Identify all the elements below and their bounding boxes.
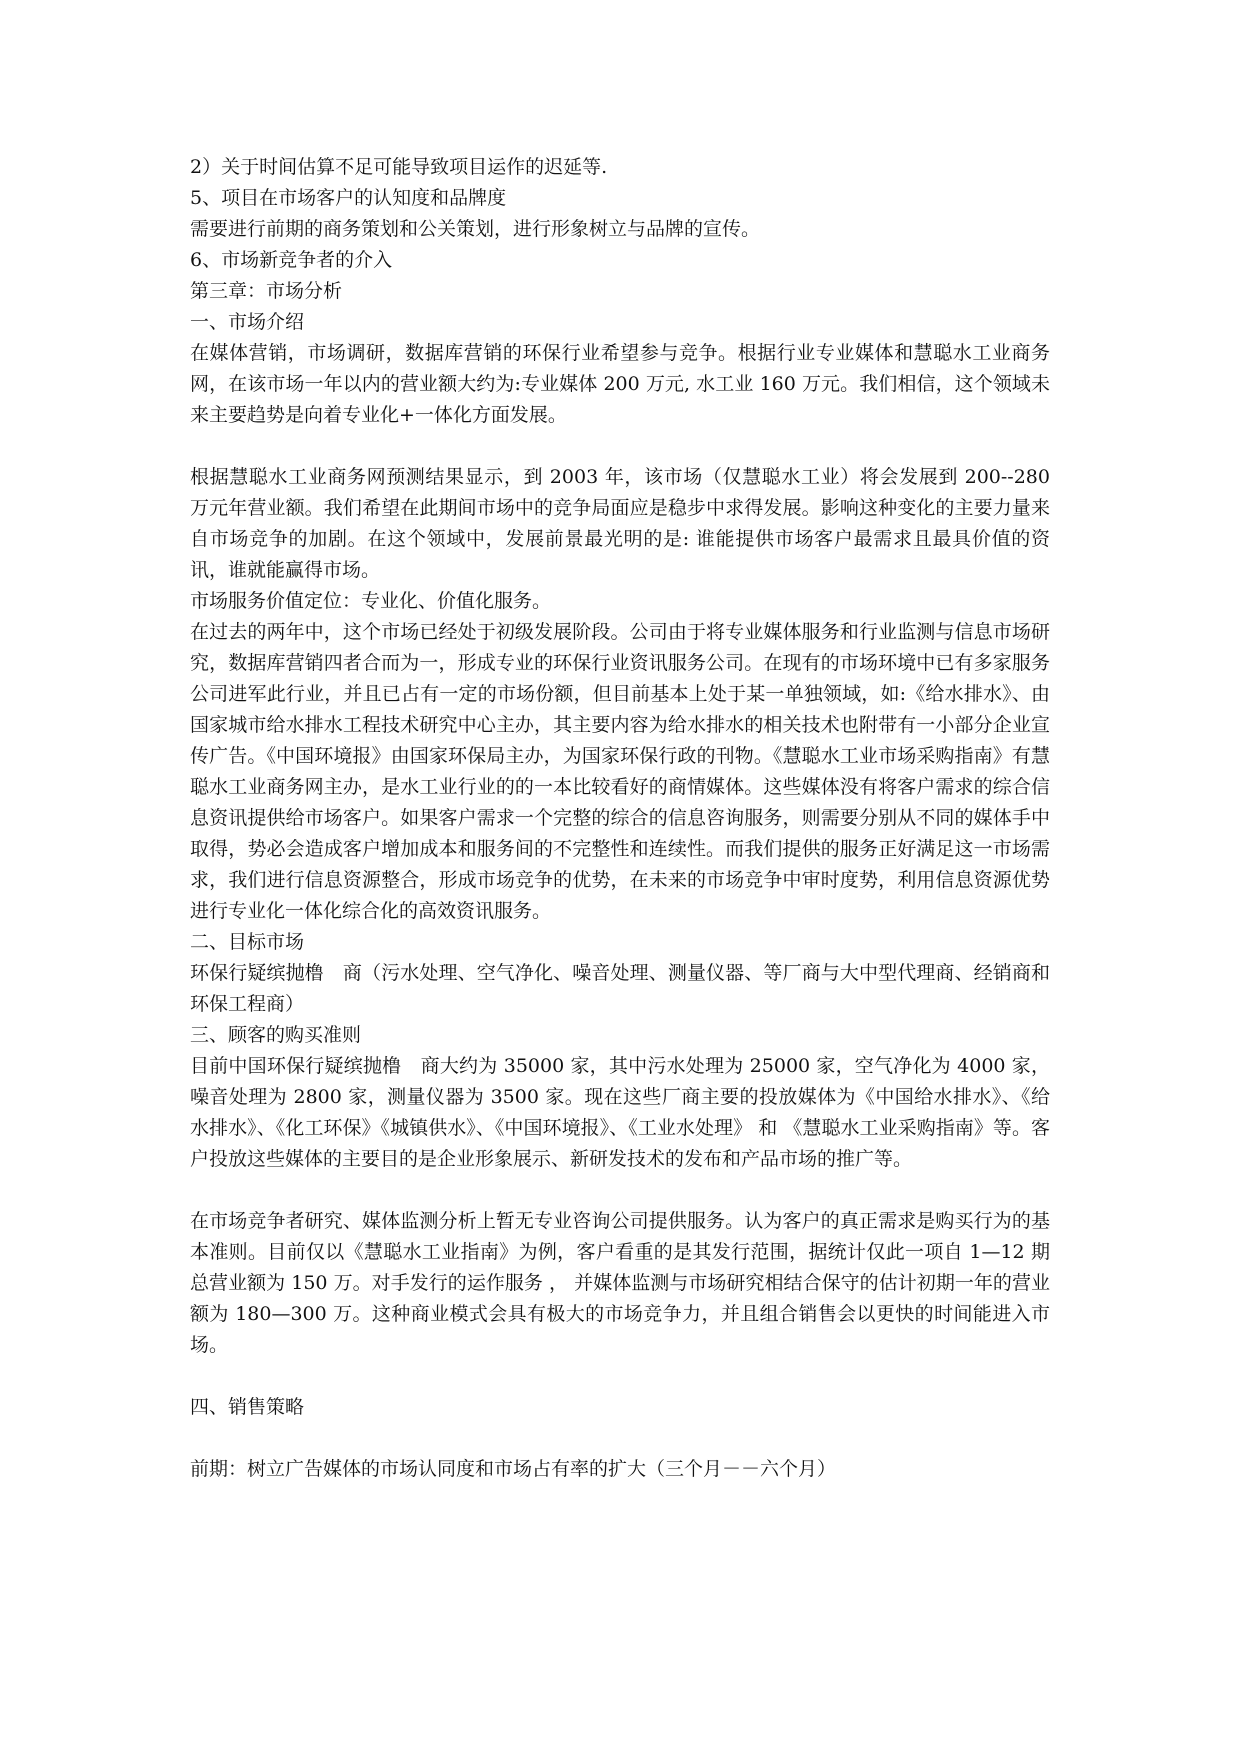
blank-line [190, 431, 1050, 462]
section-title-sales-strategy: 四、销售策略 [190, 1396, 305, 1418]
heading-brand-awareness: 5、项目在市场客户的认知度和品牌度 [190, 187, 507, 209]
blank-line [190, 1361, 1050, 1392]
paragraph-competition: 在市场竞争者研究、媒体监测分析上暂无专业咨询公司提供服务。认为客户的真正需求是购买行为的基本准则。目前仅以《慧聪水工业指南》为例，客户看重的是其发行范围，据统计仅此一项自 1—12 期总营业额为 150 万。对手发行的运作服务 ， 并媒体监测与市场研究相结合保守的估计初期一年的营业额为 180—300 万。这种商业模式会具有极大的市场竞争力，并且组合销售会以更快的时间能进入市场。 [190, 1210, 1050, 1356]
paragraph-market-intro: 在媒体营销，市场调研，数据库营销的环保行业希望参与竞争。根据行业专业媒体和慧聪水工业商务网，在该市场一年以内的营业额大约为:专业媒体 200 万元, 水工业 160 万元。我们相信，这个领域未来主要趋势是向着专业化+一体化方面发展。 [190, 342, 1050, 426]
blank-line [190, 1175, 1050, 1206]
document-page [190, 152, 1050, 1485]
heading-new-competitors: 6、市场新竞争者的介入 [190, 249, 393, 271]
section-title-market-intro: 一、市场介绍 [190, 311, 305, 333]
blank-line [190, 1423, 1050, 1454]
text-line-time-estimate: 2）关于时间估算不足可能导致项目运作的迟延等. [190, 156, 608, 178]
text-line-early-phase: 前期：树立广告媒体的市场认同度和市场占有率的扩大（三个月－－六个月） [190, 1458, 837, 1480]
paragraph-vendors: 目前中国环保行疑缤抛橹 商大约为 35000 家，其中污水处理为 25000 家，空气净化为 4000 家，噪音处理为 2800 家，测量仪器为 3500 家。现在这些厂商主要的投放媒体为《中国给水排水》、《给水排水》、《化工环保》《城镇供水》、《中国环境报》、《工业水处理》 和 《慧聪水工业采购指南》等。客户投放这些媒体的主要目的是企业形象展示、新研发技术的发布和产品市场的推广等。 [190, 1055, 1050, 1170]
text-line-value-positioning: 市场服务价值定位：专业化、价值化服务。 [190, 590, 552, 612]
chapter-title: 第三章：市场分析 [190, 280, 343, 302]
paragraph-market-history: 在过去的两年中，这个市场已经处于初级发展阶段。公司由于将专业媒体服务和行业监测与信息市场研究，数据库营销四者合而为一，形成专业的环保行业资讯服务公司。在现有的市场环境中已有多家服务公司进军此行业，并且已占有一定的市场份额，但目前基本上处于某一单独领域，如:《给水排水》、由国家城市给水排水工程技术研究中心主办，其主要内容为给水排水的相关技术也附带有一小部分企业宣传广告。《中国环境报》由国家环保局主办，为国家环保行政的刊物。《慧聪水工业市场采购指南》有慧聪水工业商务网主办，是水工业行业的的一本比较看好的商情媒体。这些媒体没有将客户需求的综合信息资讯提供给市场客户。如果客户需求一个完整的综合的信息咨询服务，则需要分别从不同的媒体手中取得，势必会造成客户增加成本和服务间的不完整性和连续性。而我们提供的服务正好满足这一市场需求，我们进行信息资源整合，形成市场竞争的优势，在未来的市场竞争中审时度势，利用信息资源优势进行专业化一体化综合化的高效资讯服务。 [190, 621, 1050, 922]
paragraph-target-market: 环保行疑缤抛橹 商（污水处理、空气净化、噪音处理、测量仪器、等厂商与大中型代理商、经销商和环保工程商） [190, 962, 1050, 1015]
text-line-planning: 需要进行前期的商务策划和公关策划，进行形象树立与品牌的宣传。 [190, 218, 761, 240]
section-title-purchase-criteria: 三、顾客的购买准则 [190, 1024, 362, 1046]
section-title-target-market: 二、目标市场 [190, 931, 305, 953]
paragraph-forecast: 根据慧聪水工业商务网预测结果显示，到 2003 年，该市场（仅慧聪水工业）将会发展到 200--280 万元年营业额。我们希望在此期间市场中的竞争局面应是稳步中求得发展。影响这种变化的主要力量来自市场竞争的加剧。在这个领域中，发展前景最光明的是: 谁能提供市场客户最需求且最具价值的资讯，谁就能赢得市场。 [190, 466, 1050, 581]
